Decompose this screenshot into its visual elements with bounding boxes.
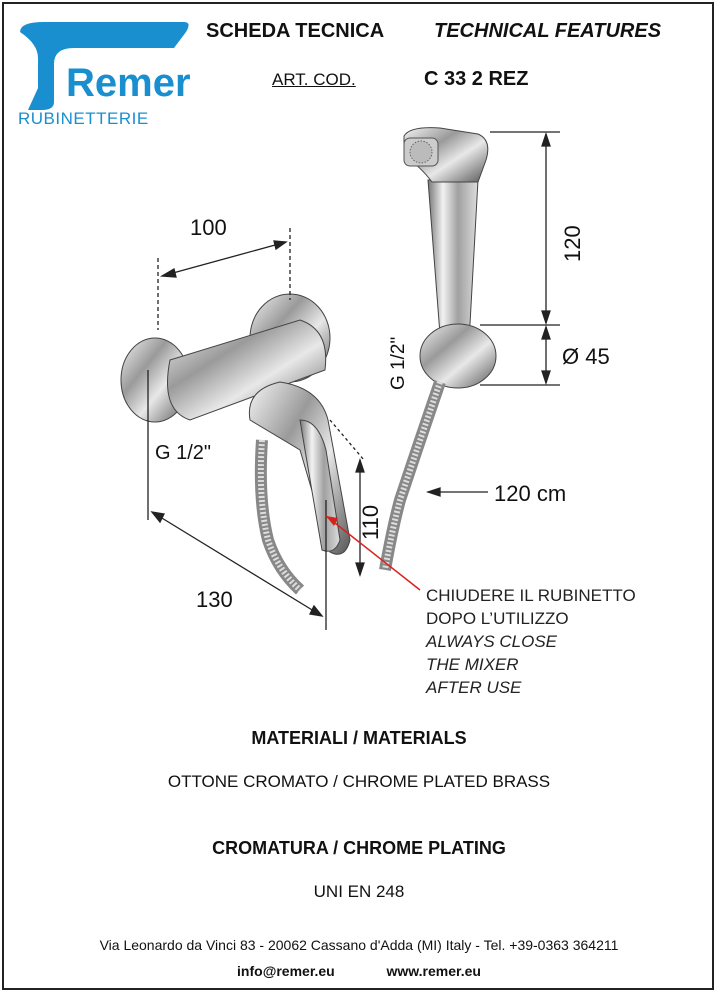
logo-subtitle: RUBINETTERIE: [18, 109, 149, 128]
dim-depth-label: 130: [196, 587, 233, 612]
footer-website-link[interactable]: www.remer.eu: [386, 963, 481, 979]
dim-hose-length-label: 120 cm: [494, 481, 567, 506]
dim-thread-holder-label: G 1/2": [388, 336, 409, 390]
materials-title: MATERIALI / MATERIALS: [251, 728, 467, 748]
logo-brand-text: Remer: [66, 61, 191, 105]
title-english: TECHNICAL FEATURES: [434, 20, 662, 42]
dim-lever-height-label: 110: [358, 504, 383, 540]
note-line-it-2: DOPO L’UTILIZZO: [426, 609, 569, 628]
note-line-it-1: CHIUDERE IL RUBINETTO: [426, 586, 636, 605]
dim-shower-length-label: 120: [560, 225, 585, 262]
dim-thread-mixer-label: G 1/2": [155, 442, 212, 464]
footer-contacts: [0, 963, 718, 979]
note-line-en-2: THE MIXER: [426, 655, 519, 674]
plating-text: UNI EN 248: [313, 882, 405, 901]
article-code-label: ART. COD.: [272, 70, 356, 89]
dim-width-label: 100: [190, 215, 227, 240]
article-code: C 33 2 REZ: [424, 68, 529, 90]
dim-holder-diameter-label: Ø 45: [562, 344, 610, 369]
remer-logo: [14, 18, 196, 130]
footer-email-link[interactable]: info@remer.eu: [237, 963, 335, 979]
usage-note: [426, 584, 636, 699]
footer-address: Via Leonardo da Vinci 83 - 20062 Cassano d'Adda (MI) Italy - Tel. +39-0363 364211: [99, 937, 619, 953]
note-line-en-3: AFTER USE: [426, 678, 522, 697]
materials-text: OTTONE CROMATO / CHROME PLATED BRASS: [167, 772, 551, 791]
plating-title: CROMATURA / CHROME PLATING: [212, 838, 506, 858]
title-italian: SCHEDA TECNICA: [206, 20, 385, 42]
note-line-en-1: ALWAYS CLOSE: [426, 632, 558, 651]
